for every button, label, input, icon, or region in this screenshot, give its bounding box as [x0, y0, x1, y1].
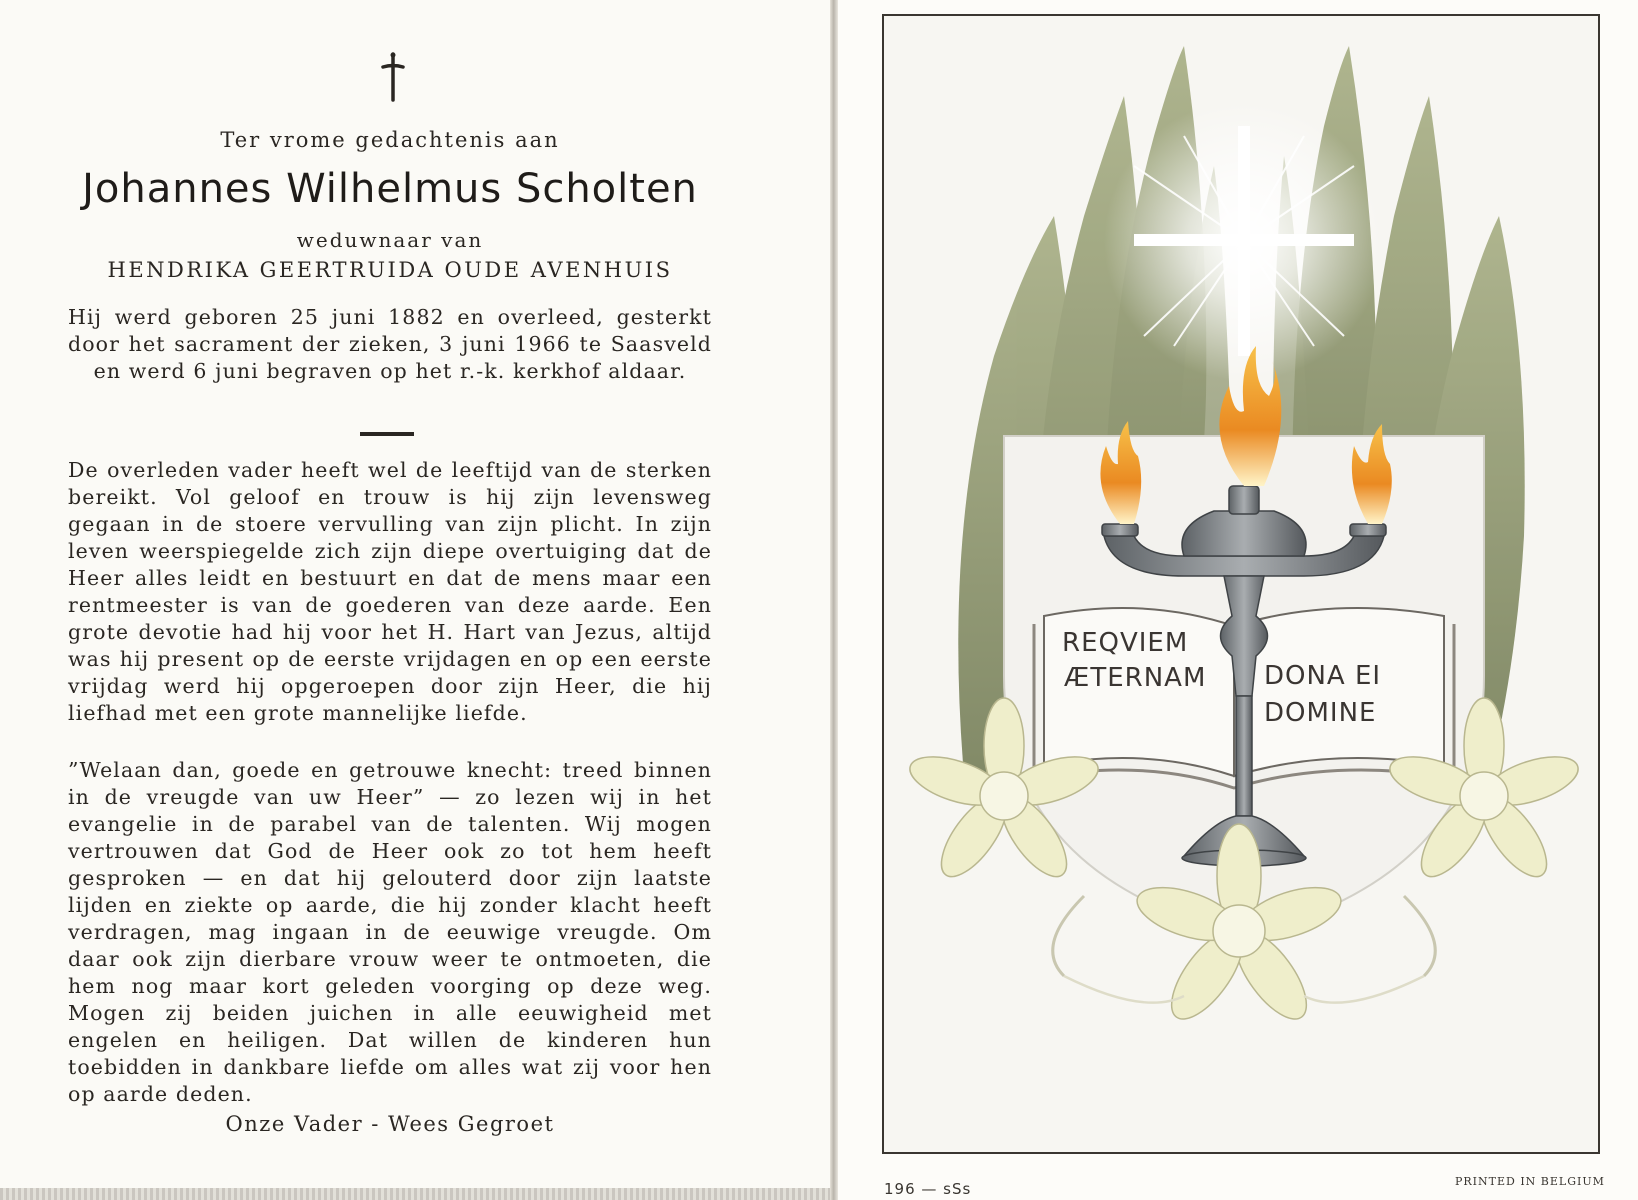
radiant-cross-icon [1104, 101, 1384, 381]
book-text-domine: DOMINE [1264, 698, 1377, 728]
intro-line: Ter vrome gedachtenis aan [220, 128, 560, 152]
deceased-name: Johannes Wilhelmus Scholten [82, 166, 698, 212]
book-text-dona-ei: DONA EI [1264, 661, 1382, 691]
divider [360, 432, 414, 436]
print-origin: PRINTED IN BELGIUM [1455, 1175, 1605, 1188]
scan-edge [0, 1188, 830, 1200]
devotional-illustration [882, 14, 1600, 1154]
prayer-line: Onze Vader - Wees Gegroet [225, 1112, 555, 1136]
print-code: 196 — sSs [884, 1180, 972, 1198]
book-text-aeternam: ÆTERNAM [1064, 663, 1207, 693]
book-text-requiem: REQVIEM [1062, 628, 1189, 658]
biography-paragraph: Hij werd geboren 25 juni 1882 en overleed, gesterkt door het sacrament der zieken, 3 juni 1966 te Saasveld en werd 6 juni begraven op het r.-k. kerkhof aldaar. [68, 305, 712, 383]
widower-line: weduwnaar van [296, 228, 484, 252]
spouse-name: HENDRIKA GEERTRUIDA OUDE AVENHUIS [107, 258, 673, 282]
cross-icon [381, 52, 405, 102]
scripture-paragraph: ”Welaan dan, goede en getrouwe knecht: treed binnen in de vreugde van uw Heer” — zo lezen wij in het evangelie in de parabel van de talenten. Wij mogen vertrouwen dat God de Heer ook zo tot hem heeft gesproken — en dat hij gelouterd door zijn laatste lijden en ziekte op aarde, die hij zonder klacht heeft verdragen, mag ingaan in de eeuwige vreugde. Om daar ook zijn dierbare vrouw weer te ontmoeten, die hem nog maar kort geleden voorging op deze weg. Mogen zij beiden juichen in alle eeuwigheid met engelen en heiligen. Dat willen de kinderen hun toebidden in dankbare liefde om alles wat zij voor hen op aarde deden. [68, 758, 712, 1106]
tribute-paragraph: De overleden vader heeft wel de leeftijd van de sterken bereikt. Vol geloof en trouw is hij zijn levensweg gegaan in de stoere vervulling van zijn plicht. In zijn leven weerspiegelde zich zijn diepe overtuiging dat de Heer alles leidt en bestuurt en dat de mens maar een rentmeester is van de goederen van deze aarde. Een grote devotie had hij voor het H. Hart van Jezus, altijd was hij present op de eerste vrijdagen en op een eerste vrijdag werd hij opgeroepen door zijn Heer, die hij liefhad met een grote mannelijke liefde. [68, 458, 712, 725]
card-fold [830, 0, 838, 1200]
